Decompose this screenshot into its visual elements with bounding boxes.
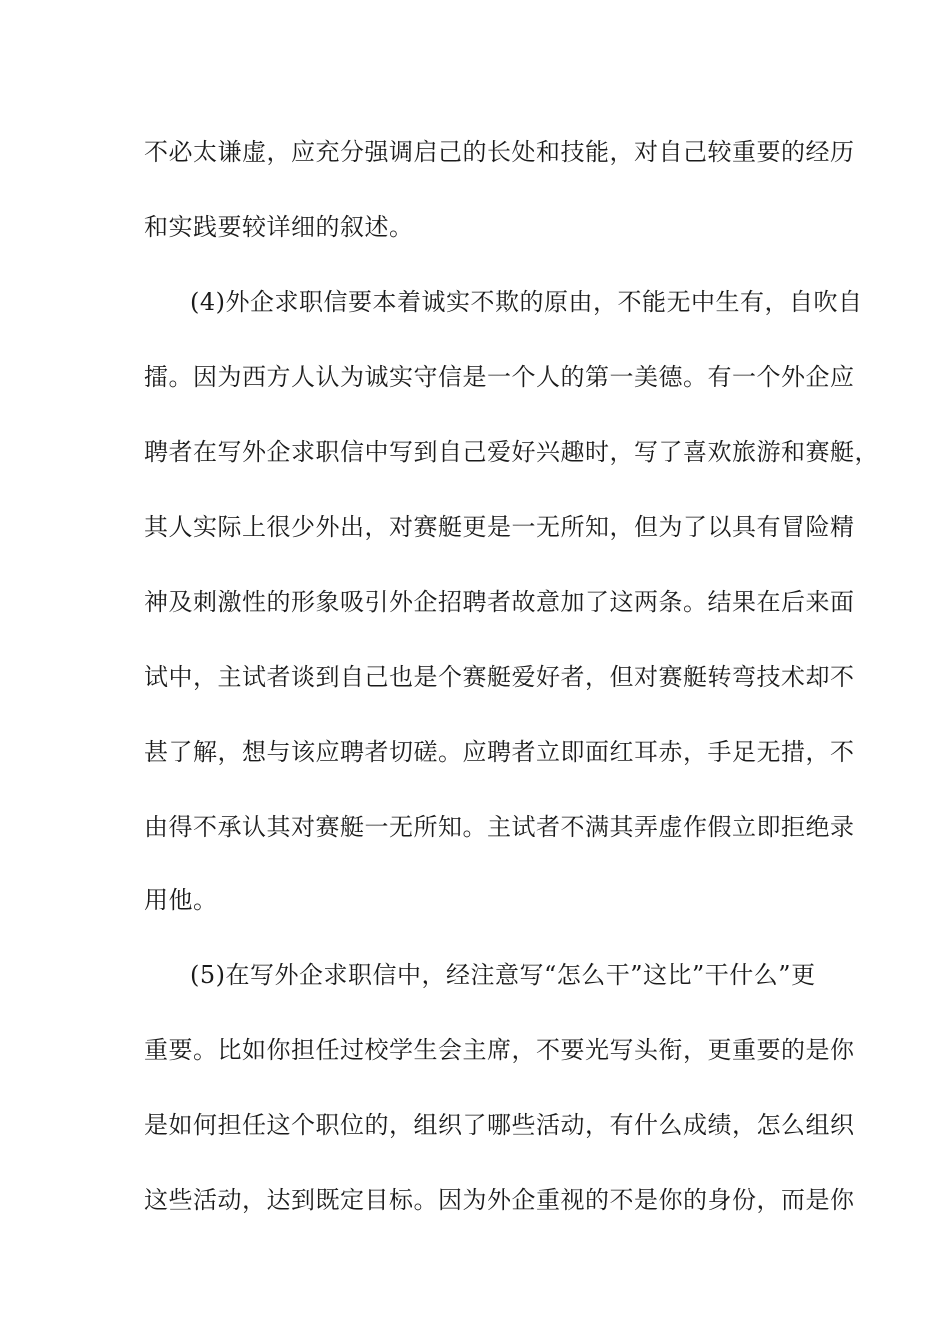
paragraph-5-first-line: (5)在写外企求职信中，经注意写“怎么干”这比”干什么”更 xyxy=(190,961,816,989)
text-line: 用他。 xyxy=(144,886,218,914)
text-line: 是如何担任这个职位的，组织了哪些活动，有什么成绩，怎么组织 xyxy=(144,1111,855,1139)
text-line: 由得不承认其对赛艇一无所知。主试者不满其弄虚作假立即拒绝录 xyxy=(144,813,855,841)
text-line: 重要。比如你担任过校学生会主席，不要光写头衔，更重要的是你 xyxy=(144,1036,855,1064)
paragraph-4-first-line: (4)外企求职信要本着诚实不欺的原由，不能无中生有，自吹自 xyxy=(190,288,863,316)
text-line: 和实践要较详细的叙述。 xyxy=(144,213,414,241)
text-line: 聘者在写外企求职信中写到自己爱好兴趣时，写了喜欢旅游和赛艇， xyxy=(144,438,879,466)
text-line: 擂。因为西方人认为诚实守信是一个人的第一美德。有一个外企应 xyxy=(144,363,855,391)
text-line: 不必太谦虚，应充分强调启己的长处和技能，对自己较重要的经历 xyxy=(144,138,855,166)
text-line: 其人实际上很少外出，对赛艇更是一无所知，但为了以具有冒险精 xyxy=(144,513,855,541)
text-line: 甚了解，想与该应聘者切磋。应聘者立即面红耳赤，手足无措，不 xyxy=(144,738,855,766)
text-line: 试中，主试者谈到自己也是个赛艇爱好者，但对赛艇转弯技术却不 xyxy=(144,663,855,691)
text-line: 这些活动，达到既定目标。因为外企重视的不是你的身份，而是你 xyxy=(144,1186,855,1214)
text-line: 神及刺激性的形象吸引外企招聘者故意加了这两条。结果在后来面 xyxy=(144,588,855,616)
